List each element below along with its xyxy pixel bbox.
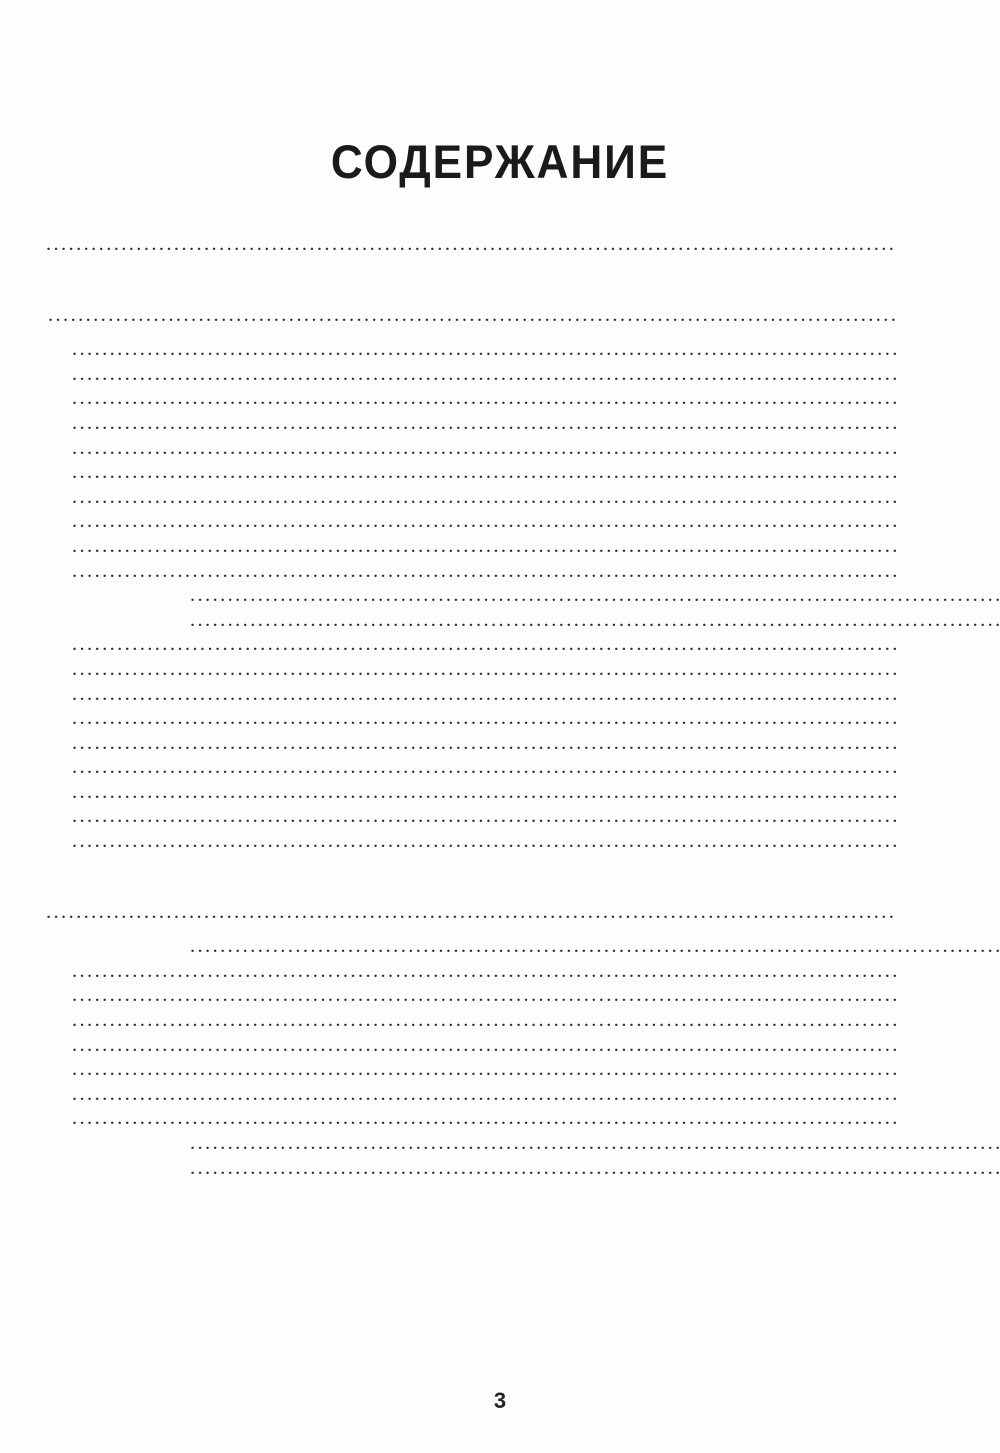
toc-chapter-entry[interactable]: [46, 363, 898, 388]
toc-chapter-line[interactable]: [70, 1009, 898, 1034]
dot-leader: [72, 460, 897, 485]
toc-chapter-line[interactable]: [70, 363, 898, 388]
toc-chapter-entry[interactable]: [46, 781, 898, 806]
dot-leader: [72, 959, 897, 984]
toc-list: [46, 233, 898, 1181]
toc-chapter-line[interactable]: [70, 732, 898, 757]
toc-chapter-line[interactable]: [70, 437, 898, 462]
section-spacer: [46, 855, 898, 901]
toc-chapter-entry[interactable]: [46, 732, 898, 757]
toc-chapter-entry[interactable]: [46, 1009, 898, 1034]
dot-leader: [72, 485, 897, 510]
toc-chapter-line[interactable]: [70, 510, 898, 535]
dot-leader: [190, 583, 1000, 608]
toc-chapter-line[interactable]: [70, 1132, 1000, 1157]
dot-leader: [72, 1082, 897, 1107]
section-spacer: [46, 258, 898, 304]
toc-chapter-line[interactable]: [70, 486, 898, 511]
toc-chapter-entry[interactable]: [46, 935, 898, 960]
toc-part-heading[interactable]: [46, 304, 898, 329]
toc-chapter-entry[interactable]: [46, 510, 898, 535]
dot-leader: [72, 559, 897, 584]
toc-chapter-line[interactable]: [70, 658, 898, 683]
toc-chapter-entry[interactable]: [46, 1157, 898, 1182]
toc-chapter-line[interactable]: [70, 412, 898, 437]
toc-chapter-entry[interactable]: [46, 683, 898, 708]
toc-chapter-entry[interactable]: [46, 658, 898, 683]
dot-leader: [190, 608, 1000, 633]
toc-part-line[interactable]: [46, 304, 898, 329]
toc-chapter-line[interactable]: [70, 633, 898, 658]
toc-chapter-entry[interactable]: [46, 535, 898, 560]
dot-leader: [72, 1033, 897, 1058]
dot-leader: [72, 436, 897, 461]
toc-chapter-entry[interactable]: [46, 707, 898, 732]
toc-chapter-line[interactable]: [70, 683, 898, 708]
toc-chapter-entry[interactable]: [46, 338, 898, 363]
toc-chapter-entry[interactable]: [46, 387, 898, 412]
toc-chapter-line[interactable]: [70, 984, 898, 1009]
toc-chapter-line[interactable]: [70, 1034, 898, 1059]
toc-chapter-line[interactable]: [70, 609, 1000, 634]
toc-chapter-entry[interactable]: [46, 412, 898, 437]
toc-chapter-line[interactable]: [70, 584, 1000, 609]
toc-chapter-line[interactable]: [70, 1083, 898, 1108]
toc-chapter-line[interactable]: [70, 560, 898, 585]
dot-leader: [46, 900, 897, 925]
dot-leader: [72, 731, 897, 756]
toc-chapter-entry[interactable]: [46, 1058, 898, 1083]
dot-leader: [72, 1106, 897, 1131]
toc-chapter-entry[interactable]: [46, 437, 898, 462]
dot-leader: [72, 337, 897, 362]
dot-leader: [48, 303, 897, 328]
toc-chapter-entry[interactable]: [46, 1034, 898, 1059]
page-title: СОДЕРЖАНИЕ: [330, 135, 670, 188]
dot-leader: [72, 682, 897, 707]
toc-chapter-line[interactable]: [70, 535, 898, 560]
dot-leader: [72, 1008, 897, 1033]
toc-chapter-entry[interactable]: [46, 1132, 898, 1157]
toc-chapter-line[interactable]: [70, 960, 898, 985]
dot-leader: [72, 632, 897, 657]
toc-chapter-entry[interactable]: [46, 633, 898, 658]
toc-chapter-line[interactable]: [70, 781, 898, 806]
toc-chapter-entry[interactable]: [46, 756, 898, 781]
dot-leader: [190, 934, 1000, 959]
toc-chapter-entry[interactable]: [46, 584, 898, 609]
toc-part-line[interactable]: [46, 901, 898, 926]
dot-leader: [72, 780, 897, 805]
dot-leader: [72, 509, 897, 534]
dot-leader: [72, 362, 897, 387]
toc-chapter-entry[interactable]: [46, 1107, 898, 1132]
toc-part-heading[interactable]: [46, 901, 898, 926]
dot-leader: [72, 534, 897, 559]
toc-chapter-entry[interactable]: [46, 960, 898, 985]
toc-chapter-entry[interactable]: [46, 461, 898, 486]
dot-leader: [72, 829, 897, 854]
dot-leader: [190, 1156, 1000, 1181]
toc-chapter-entry[interactable]: [46, 609, 898, 634]
toc-chapter-entry[interactable]: [46, 560, 898, 585]
dot-leader: [72, 386, 897, 411]
dot-leader: [72, 755, 897, 780]
dot-leader: [72, 657, 897, 682]
toc-chapter-line[interactable]: [70, 1107, 898, 1132]
dot-leader: [46, 232, 897, 257]
toc-chapter-line[interactable]: [70, 830, 898, 855]
dot-leader: [72, 804, 897, 829]
page-number: 3: [493, 1388, 507, 1413]
toc-chapter-line[interactable]: [70, 935, 1000, 960]
dot-leader: [72, 983, 897, 1008]
toc-chapter-line[interactable]: [70, 756, 898, 781]
toc-line[interactable]: [46, 233, 898, 258]
dot-leader: [72, 411, 897, 436]
toc-front-matter-entry[interactable]: [46, 233, 898, 258]
toc-chapter-entry[interactable]: [46, 805, 898, 830]
toc-chapter-entry[interactable]: [46, 830, 898, 855]
toc-chapter-line[interactable]: [70, 387, 898, 412]
toc-chapter-line[interactable]: [70, 1058, 898, 1083]
toc-chapter-line[interactable]: [70, 707, 898, 732]
dot-leader: [190, 1131, 1000, 1156]
toc-chapter-entry[interactable]: [46, 486, 898, 511]
toc-chapter-entry[interactable]: [46, 984, 898, 1009]
dot-leader: [72, 1057, 897, 1082]
toc-chapter-line[interactable]: [70, 805, 898, 830]
toc-chapter-line[interactable]: [70, 338, 898, 363]
dot-leader: [72, 706, 897, 731]
toc-chapter-line[interactable]: [70, 1157, 1000, 1182]
toc-chapter-entry[interactable]: [46, 1083, 898, 1108]
toc-chapter-line[interactable]: [70, 461, 898, 486]
